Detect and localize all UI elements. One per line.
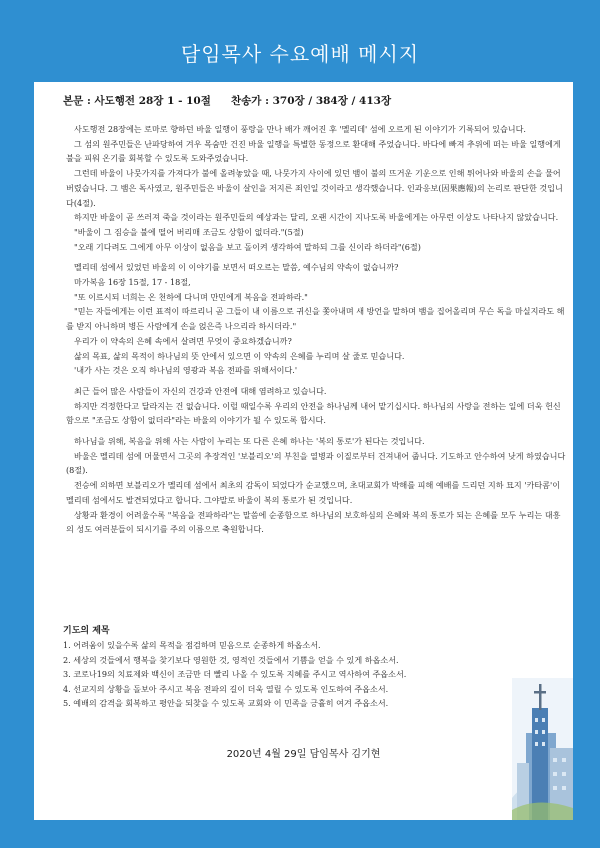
sermon-paragraph: 삶의 목표, 삶의 목적이 하나님의 뜻 안에서 있으면 이 약속의 은혜를 누리며 살 줄로 믿습니다. xyxy=(74,350,405,361)
prayer-list xyxy=(63,638,533,711)
message-sheet xyxy=(34,82,573,820)
sermon-paragraph: "바울이 그 짐승을 불에 떨어 버리매 조금도 상함이 없더라."(5절) xyxy=(74,226,304,237)
sermon-paragraph: 하지만 걱정한다고 달라지는 건 없습니다. 이럴 때일수록 우리의 안전을 하나님께 내어 맡기십시다. 하나님의 사랑을 전하는 일에 더욱 헌신함으로 "조금도 상함이 없더라"라는 바울의 이야기가 될 수 있도록 합시다. xyxy=(66,400,561,426)
scripture-line xyxy=(63,93,563,108)
sermon-paragraph: 사도행전 28장에는 로마로 향하던 바울 일행이 풍랑을 만나 배가 깨어진 후 '멜리데' 섬에 오르게 된 이야기가 기록되어 있습니다. xyxy=(74,124,526,134)
sermon-paragraph: 그런데 바울이 나뭇가지를 가져다가 불에 올려놓았을 때, 나뭇가지 사이에 있던 뱀이 불의 뜨거운 기운으로 인해 튀어나와 바울의 손을 물어버렸습니다. 그 뱀은 독사였고, 원주민들은 바울이 살인을 저지른 죄인일 것이라고 생각했습니다. 인과응보(因果應報)의 논리로 판단한 것입니다(4절). xyxy=(66,168,563,208)
sermon-paragraph: 상황과 환경이 어려울수록 "복음을 전파하라"는 말씀에 순종함으로 하나님의 보호하심의 은혜와 복의 통로가 되는 은혜를 모두 누리는 대흥의 성도 여러분들이 되시기를 주의 이름으로 축원합니다. xyxy=(66,509,561,535)
prayer-item: 2. 세상의 것들에서 행복을 찾기보다 영원한 것, 영적인 것들에서 기쁨을 얻을 수 있게 하옵소서. xyxy=(63,654,399,665)
sermon-paragraph: 그 섬의 원주민들은 난파당하여 겨우 목숨만 건진 바울 일행을 특별한 동정으로 환대해 주었습니다. 바다에 빠져 추위에 떠는 바울 일행에게 불을 피워 온기를 회복할 수 있도록 도와주었습니다. xyxy=(66,138,561,164)
sermon-paragraph: '내가 사는 것은 오직 하나님의 영광과 복음 전파를 위해서이다.' xyxy=(74,365,298,376)
signature: 2020년 4월 29일 담임목사 김기현 xyxy=(226,749,381,760)
sermon-paragraph: "또 이르시되 너희는 온 천하에 다니며 만민에게 복음을 전파하라." xyxy=(74,291,308,302)
page-title: 담임목사 수요예배 메시지 xyxy=(180,42,420,66)
sermon-paragraph: 하나님을 위해, 복음을 위해 사는 사람이 누리는 또 다른 은혜 하나는 '복의 통로'가 된다는 것입니다. xyxy=(74,436,425,447)
prayer-item: 4. 선교지의 상황을 돌보아 주시고 복음 전파의 길이 더욱 열릴 수 있도록 인도하여 주옵소서. xyxy=(63,683,389,694)
sermon-paragraph: 전승에 의하면 보블리오가 멜리데 섬에서 최초의 감독이 되었다가 순교했으며, 초대교회가 박해를 피해 예배를 드리던 지하 묘지 '카타콤'이 멜리데 섬에서도 발견되었다고 합니다. 그야말로 바울이 복의 통로가 된 것입니다. xyxy=(66,480,561,505)
sermon-paragraph: 마가복음 16장 15절, 17 - 18절, xyxy=(74,277,191,288)
sermon-paragraph: 최근 들어 많은 사람들이 자신의 건강과 안전에 대해 염려하고 있습니다. xyxy=(74,385,327,396)
sermon-paragraph: 하지만 바울이 곧 쓰러져 죽을 것이라는 원주민들의 예상과는 달리, 오랜 시간이 지나도록 바울에게는 아무런 이상도 나타나지 않았습니다. xyxy=(74,212,559,223)
church-building-illustration xyxy=(512,678,573,820)
prayer-title: 기도의 제목 xyxy=(63,626,110,636)
prayer-item: 5. 예배의 감격을 회복하고 평안을 되찾을 수 있도록 교회와 이 민족을 긍휼히 여겨 주옵소서. xyxy=(63,698,389,709)
prayer-item: 1. 어려움이 있을수록 삶의 목적을 점검하며 믿음으로 순종하게 하옵소서. xyxy=(63,640,321,650)
sermon-paragraph: "믿는 자들에게는 이런 표적이 따르리니 곧 그들이 내 이름으로 귀신을 쫓아내며 새 방언을 말하며 뱀을 집어올리며 무슨 독을 마실지라도 해를 받지 아니하며 병든 사람에게 손을 얹은즉 나으리라 하시더라." xyxy=(66,306,565,332)
sermon-body xyxy=(66,122,566,537)
sermon-paragraph: 멜리데 섬에서 있었던 바울의 이 이야기를 보면서 떠오르는 말씀, 예수님의 약속이 없습니까? xyxy=(74,262,399,273)
sermon-paragraph: 바울은 멜리데 섬에 머물면서 그곳의 추장격인 '보블리오'의 부친을 열병과 이질로부터 건져내어 줍니다. 기도하고 안수하여 낫게 하였습니다(8절). xyxy=(66,450,566,476)
hymn-numbers: 찬송가 : 370장 / 384장 / 413장 xyxy=(231,95,392,107)
scripture-reference: 본문 : 사도행전 28장 1 - 10절 xyxy=(63,95,211,107)
sermon-paragraph: "오래 기다려도 그에게 아무 이상이 없음을 보고 돌이켜 생각하여 말하되 그를 신이라 하더라"(6절) xyxy=(74,241,421,252)
prayer-item: 3. 코로나19의 치료제와 백신이 조금만 더 빨리 나올 수 있도록 지혜를 주시고 역사하여 주옵소서. xyxy=(63,669,407,680)
sermon-paragraph: 우리가 이 약속의 은혜 속에서 살려면 무엇이 중요하겠습니까? xyxy=(74,335,292,346)
